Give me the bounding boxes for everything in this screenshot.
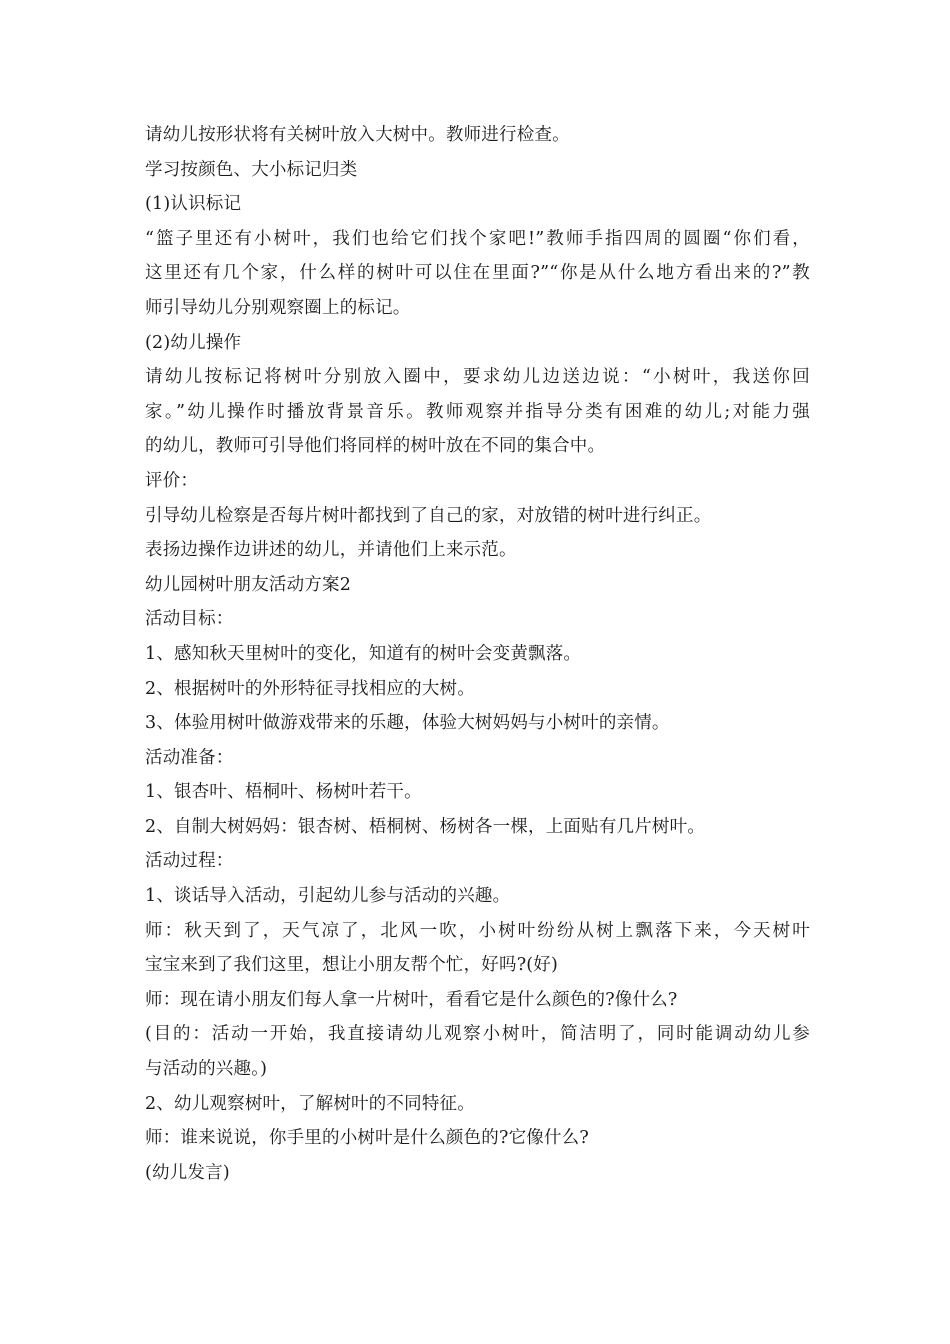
text-line: 3、体验用树叶做游戏带来的乐趣，体验大树妈妈与小树叶的亲情。: [145, 713, 670, 734]
text-line: 师：现在请小朋友们每人拿一片树叶，看看它是什么颜色的?像什么?: [145, 989, 678, 1010]
document-body: [145, 118, 810, 1190]
text-line: 师：秋天到了，天气凉了，北风一吹，小树叶纷纷从树上飘落下来，今天树叶: [145, 920, 810, 941]
text-line: (幼儿发言): [145, 1162, 230, 1183]
text-line: 活动准备：: [145, 747, 234, 768]
text-line: (2)幼儿操作: [145, 332, 242, 353]
text-line: 请幼儿按标记将树叶分别放入圈中，要求幼儿边送边说：“小树叶，我送你回: [145, 367, 810, 388]
text-line: 的幼儿，教师可引导他们将同样的树叶放在不同的集合中。: [145, 436, 606, 457]
text-line: 师：谁来说说，你手里的小树叶是什么颜色的?它像什么?: [145, 1128, 589, 1149]
text-line: 幼儿园树叶朋友活动方案2: [145, 574, 352, 595]
text-line: 活动过程：: [145, 851, 234, 872]
text-line: 家。”幼儿操作时播放背景音乐。教师观察并指导分类有困难的幼儿;对能力强: [145, 401, 810, 422]
text-line: 活动目标：: [145, 609, 234, 630]
text-line: 宝宝来到了我们这里，想让小朋友帮个忙，好吗?(好): [145, 955, 559, 976]
text-line: (1)认识标记: [145, 194, 242, 215]
text-line: 2、幼儿观察树叶，了解树叶的不同特征。: [145, 1093, 475, 1114]
text-line: 2、自制大树妈妈：银杏树、梧桐树、杨树各一棵，上面贴有几片树叶。: [145, 816, 706, 837]
text-line: 学习按颜色、大小标记归类: [145, 159, 358, 180]
text-line: 1、谈话导入活动，引起幼儿参与活动的兴趣。: [145, 886, 511, 907]
text-line: 师引导幼儿分别观察圈上的标记。: [145, 297, 411, 318]
text-line: 请幼儿按形状将有关树叶放入大树中。教师进行检查。: [145, 125, 570, 145]
text-line: 评价：: [145, 470, 199, 491]
text-line: 与活动的兴趣。): [145, 1059, 268, 1080]
text-line: 这里还有几个家，什么样的树叶可以住在里面?”“你是从什么地方看出来的?”教: [145, 263, 810, 284]
text-line: 2、根据树叶的外形特征寻找相应的大树。: [145, 678, 475, 699]
text-line: 引导幼儿检察是否每片树叶都找到了自己的家，对放错的树叶进行纠正。: [145, 505, 712, 526]
text-line: 1、感知秋天里树叶的变化，知道有的树叶会变黄飘落。: [145, 643, 582, 664]
text-line: (目的：活动一开始，我直接请幼儿观察小树叶，简洁明了，同时能调动幼儿参: [145, 1024, 810, 1045]
text-line: 1、银杏叶、梧桐叶、杨树叶若干。: [145, 782, 422, 803]
text-line: 表扬边操作边讲述的幼儿，并请他们上来示范。: [145, 540, 517, 561]
text-line: “篮子里还有小树叶，我们也给它们找个家吧!”教师手指四周的圆圈“你们看，: [145, 228, 810, 249]
